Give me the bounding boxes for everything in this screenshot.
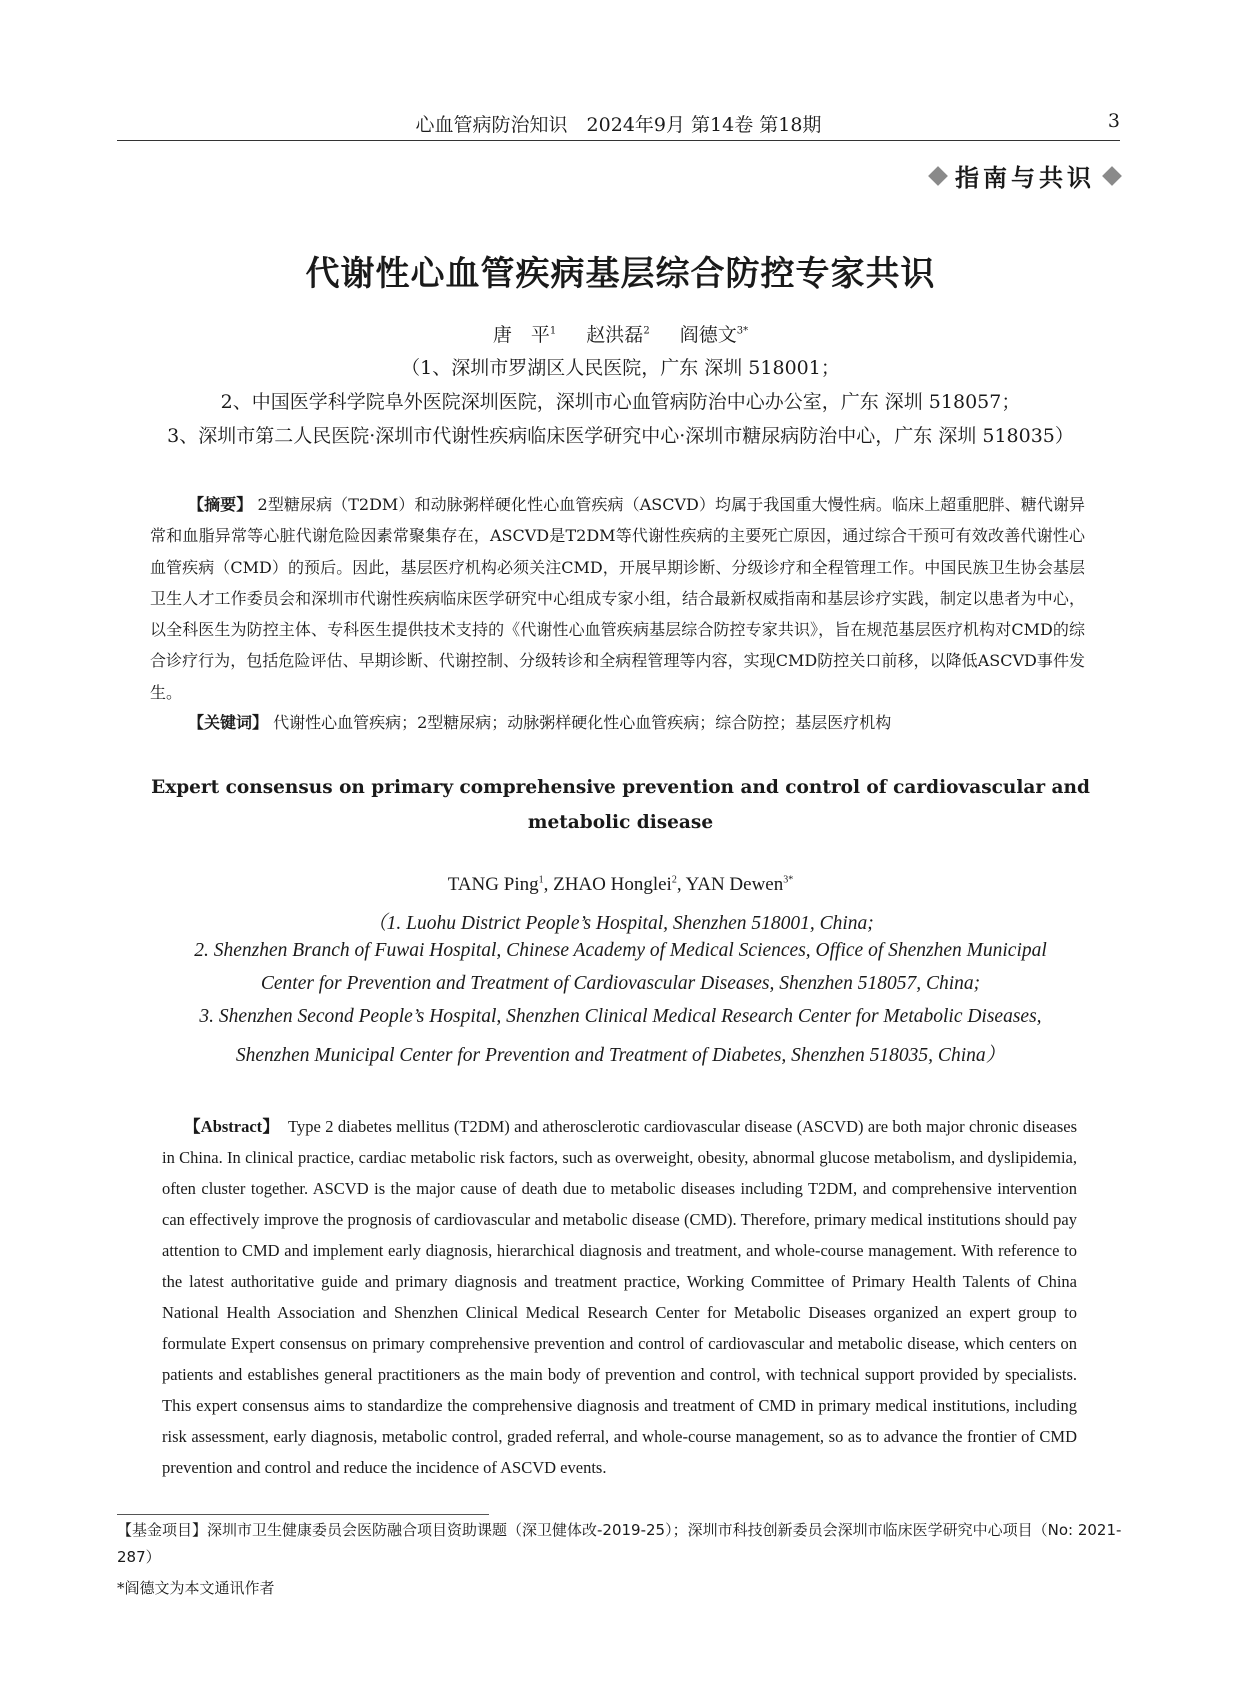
- affiliation-en-2: 2. Shenzhen Branch of Fuwai Hospital, Chinese Academy of Medical Sciences, Office of Shenzhen Municipal: [194, 940, 1047, 961]
- running-header: [117, 108, 1120, 141]
- abstract-cn-label: 【摘要】: [188, 495, 253, 514]
- author-en: ZHAO Honglei$^2$: [553, 874, 677, 895]
- keywords-cn: [188, 710, 891, 733]
- affiliation-en-1: （1. Luohu District People’s Hospital, Shenzhen 518001, China;: [367, 913, 874, 934]
- diamond-icon: [1102, 166, 1122, 186]
- title-en: Expert consensus on primary comprehensive prevention and control of cardiovascular and metabolic disease: [151, 777, 1090, 833]
- abstract-cn: [150, 489, 1085, 708]
- section-label: [931, 158, 1119, 193]
- abstract-en-text: Type 2 diabetes mellitus (T2DM) and atherosclerotic cardiovascular disease (ASCVD) are both major chronic diseases in China. In clinical practice, cardiac metabolic risk factors, such as overweight, obesity, abnormal glucose metabolism, and dyslipidemia, often cluster together. ASCVD is the major cause of death due to metabolic diseases including T2DM, and comprehensive intervention can effectively improve the prognosis of cardiovascular and metabolic disease (CMD). Therefore, primary medical institutions should pay attention to CMD and implement early diagnosis, hierarchical diagnosis and treatment, and whole-course management. With reference to the latest authoritative guide and primary diagnosis and treatment practice, Working Committee of Primary Health Talents of China National Health Association and Shenzhen Clinical Medical Research Center for Metabolic Diseases organized an expert group to formulate Expert consensus on primary comprehensive prevention and control of cardiovascular and metabolic disease, which centers on patients and establishes general practitioners as the main body of prevention and control, with technical support provided by specialists. This expert consensus aims to standardize the comprehensive diagnosis and treatment of CMD in primary medical institutions, including risk assessment, early diagnosis, metabolic control, graded referral, and whole-course management, so as to advance the frontier of CMD prevention and control and reduce the incidence of ASCVD events.: [162, 1117, 1078, 1477]
- diamond-icon: [928, 166, 948, 186]
- funding-text: 深圳市卫生健康委员会医防融合项目资助课题（深卫健体改-2019-25）；深圳市科技创新委员会深圳市临床医学研究中心项目（No: 2021-287）: [117, 1521, 1122, 1566]
- author-cn: 唐 平$^1$: [492, 324, 557, 346]
- author-cn: 阎德文$^{3*}$: [679, 324, 749, 346]
- author-en: TANG Ping$^1$: [447, 874, 544, 895]
- affiliation-cn-1: （1、深圳市罗湖区人民医院，广东 深圳 518001；: [401, 357, 840, 379]
- authors-en: TANG Ping$^1$, ZHAO Honglei$^2$, YAN Dewen$^{3*}$: [447, 874, 794, 895]
- author-cn: 赵洪磊$^2$: [586, 324, 650, 346]
- affiliation-cn-2: 2、中国医学科学院阜外医院深圳医院，深圳市心血管病防治中心办公室，广东 深圳 518057；: [220, 391, 1021, 413]
- title-cn: 代谢性心血管疾病基层综合防控专家共识: [305, 254, 936, 294]
- authors-cn: [0, 320, 1241, 347]
- author-en: YAN Dewen$^{3*}$: [685, 874, 794, 895]
- funding-label: 【基金项目】: [117, 1521, 208, 1539]
- abstract-en: [162, 1111, 1077, 1483]
- footnote-divider: [117, 1514, 489, 1515]
- keywords-cn-text: 代谢性心血管疾病；2型糖尿病；动脉粥样硬化性心血管疾病；综合防控；基层医疗机构: [273, 713, 892, 732]
- abstract-en-label: 【Abstract】: [184, 1117, 280, 1136]
- affiliation-cn-3: 3、深圳市第二人民医院·深圳市代谢性疾病临床医学研究中心·深圳市糖尿病防治中心，广东 深圳 518035）: [167, 425, 1074, 447]
- affiliation-en-4: 3. Shenzhen Second People’s Hospital, Shenzhen Clinical Medical Research Center for Metabolic Diseases,: [199, 1006, 1042, 1027]
- abstract-cn-text: 2型糖尿病（T2DM）和动脉粥样硬化性心血管疾病（ASCVD）均属于我国重大慢性病。临床上超重肥胖、糖代谢异常和血脂异常等心脏代谢危险因素常聚集存在，ASCVD是T2DM等代谢性疾病的主要死亡原因，通过综合干预可有效改善代谢性心血管疾病（CMD）的预后。因此，基层医疗机构必须关注CMD，开展早期诊断、分级诊疗和全程管理工作。中国民族卫生协会基层卫生人才工作委员会和深圳市代谢性疾病临床医学研究中心组成专家小组，结合最新权威指南和基层诊疗实践，制定以患者为中心，以全科医生为防控主体、专科医生提供技术支持的《代谢性心血管疾病基层综合防控专家共识》，旨在规范基层医疗机构对CMD的综合诊疗行为，包括危险评估、早期诊断、代谢控制、分级转诊和全病程管理等内容，实现CMD防控关口前移，以降低ASCVD事件发生。: [150, 495, 1085, 702]
- affiliation-en-5: Shenzhen Municipal Center for Prevention and Treatment of Diabetes, Shenzhen 518035, China）: [235, 1045, 1006, 1066]
- section-label-text: 指南与共识: [955, 163, 1095, 192]
- corresponding-author-note: *阎德文为本文通讯作者: [117, 1579, 275, 1597]
- journal-info: 心血管病防治知识 2024年9月 第14卷 第18期: [415, 114, 822, 136]
- funding-note: [117, 1517, 1125, 1571]
- page-number: 3: [1107, 110, 1120, 132]
- keywords-cn-label: 【关键词】: [188, 713, 269, 732]
- affiliation-en-3: Center for Prevention and Treatment of Cardiovascular Diseases, Shenzhen 518057, China;: [260, 973, 981, 994]
